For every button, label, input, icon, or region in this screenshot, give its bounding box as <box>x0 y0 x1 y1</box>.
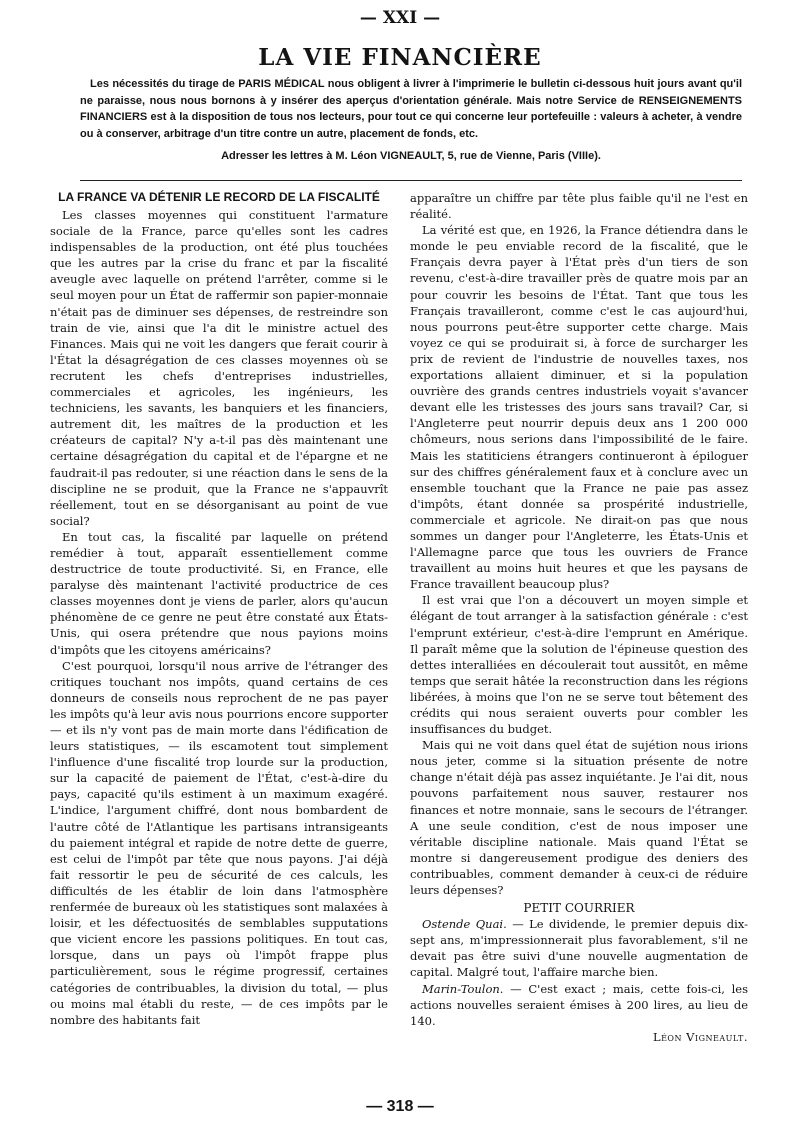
page-number: — 318 — <box>366 1098 434 1115</box>
courrier-entry-lead: Marin-Toulon. <box>422 981 504 996</box>
section-title: LA VIE FINANCIÈRE <box>258 44 542 71</box>
article-title: LA FRANCE VA DÉTENIR LE RECORD DE LA FISCALITÉ <box>58 190 380 204</box>
courrier-entry-text: — C'est exact ; mais, cette fois-ci, les actions nouvelles seraient émises à 200 lires, au lieu de 140. <box>410 981 748 1028</box>
header-divider <box>80 180 742 181</box>
courrier-entry <box>410 981 748 1045</box>
article-paragraph: C'est pourquoi, lorsqu'il nous arrive de l'étranger des critiques touchant nos impôts, quand certains de ces donneurs de conseils nous reprochent de ne pas payer les impôts qu'à leur avis nous pourrions encore supporter — et ils n'y vont pas de main morte dans l'édification de leurs statistiques, — ils escamotent tout simplement l'influence d'une fiscalité trop lourde sur la production, sur la capacité de paiement de l'État, c'est-à-dire du pays, capacité qu'ils estiment à un maximum exagéré. L'indice, l'argument chiffré, dont nous bombardent de l'autre côté de l'Atlantique les partisans intransigeants du paiement intégral et rapide de notre dette de guerre, est celui de l'impôt par tête que nous payons. J'ai déjà fait ressortir le peu de sécurité de ces calculs, les difficultés de les établir de loin dans l'atmosphère renfermée de bureaux où les statistiques sont malaxées à loisir, et les défectuosités de semblables supputations que vicient encore les passions politiques. En tout cas, lorsque, dans un pays où l'impôt frappe plus particulièrement, sous le régime progressif, certaines catégories de contribuables, la division du total, — plus ou moins mal établi du reste, — de ces impôts par le nombre des habitants fait <box>50 658 388 1027</box>
courrier-entry <box>410 916 748 980</box>
courrier-title: PETIT COURRIER <box>523 901 635 916</box>
article-paragraph: Les classes moyennes qui constituent l'armature sociale de la France, parce qu'elles sont les cadres indispensables de la production, ont été plus touchées que les autres par la crise du franc et par la fiscalité aveugle avec laquelle on prétend l'arrêter, comme si le seul moyen pour un État de raffermir son papier-monnaie n'était pas de diminuer ses dépenses, de restreindre son train de vie, ainsi que l'a dit le ministre actuel des Finances. Mais qui ne voit les dangers que ferait courir à l'État la désagrégation de ces classes moyennes où se recrutent les chefs d'entreprises industrielles, commerciales et agricoles, les ingénieurs, les techniciens, les savants, les banquiers et les financiers, autrement dit, les maîtres de la production et les créateurs de capital? N'y a-t-il pas dès maintenant une certaine désagrégation du capital et de l'épargne et ne faudrait-il pas redouter, si une réaction dans le sens de la discipline ne se produit, que la France ne s'appauvrît réellement, tout en se désorganisant au point de vue social? <box>50 208 388 528</box>
article-paragraph: La vérité est que, en 1926, la France détiendra dans le monde le peu enviable record de la fiscalité, que le Français devra payer à l'État près d'un tiers de son revenu, c'est-à-dire travailler près de quatre mois par an pour couvrir les besoins de l'État. Tant que tous les Français travailleront, comme c'est le cas aujourd'hui, nous pourrons peut-être supporter cette charge. Mais voyez ce qui se produirait si, à force de surcharger les prix de revient de l'industrie de nouvelles taxes, nos exportations allaient diminuer, et si la population ouvrière des grands centres industriels voyait s'avancer devant elle les tristesses des jours sans travail? Car, si l'Angleterre peut nourrir depuis deux ans 1 200 000 chômeurs, nous serions dans l'impossibilité de le faire. Mais les statiticiens étrangers continueront à épiloguer sur des chiffres généralement faux et à conclure avec un ensemble touchant que la France ne paie pas assez d'impôts, étant donnée sa prospérité industrielle, commerciale et agricole. Ne dirait-on pas que nous sommes un danger pour l'Angleterre, les États-Unis et l'Allemagne parce que tous les ouvriers de France travaillent au moins huit heures et que les paysans de France travaillent beaucoup plus? <box>410 223 748 592</box>
article-paragraph: apparaître un chiffre par tête plus faible qu'il ne l'est en réalité. <box>410 191 748 222</box>
courrier-entry-lead: Ostende Quai. <box>422 917 507 932</box>
left-column <box>50 190 388 1028</box>
article-paragraph: Mais qui ne voit dans quel état de sujétion nous irions nous jeter, comme si la situation présente de notre change n'était déjà pas assez inquiétante. Je l'ai dit, nous pouvons parfaitement nous sauver, restaurer nos finances et notre monnaie, sans le secours de l'étranger. A une seule condition, c'est de nous imposer une véritable discipline nationale. Mais quand l'État se montre si dangereusement prodigue des deniers des contribuables, comment demander à ceux-ci de réduire leurs dépenses? <box>410 738 748 898</box>
courrier-entry-text: — Le dividende, le premier depuis dix-sept ans, m'impressionnerait plus favorablement, s'il ne devait pas être suivi d'une nouvelle augmentation de capital. Malgré tout, l'affaire marche bien. <box>410 917 748 980</box>
article-paragraph: Il est vrai que l'on a découvert un moyen simple et élégant de tout arranger à la satisfaction générale : c'est l'emprunt extérieur, c'est-à-dire l'emprunt en Amérique. Il paraît même que la solution de l'épineuse question des dettes interalliées en découlerait tout aussitôt, en même temps que serait hâtée la reconstruction dans les régions libérées, à moins que l'on ne se serve tout bêtement des crédits qui nous seraient ouverts pour combler les insuffisances du budget. <box>410 593 748 737</box>
right-column <box>410 190 748 1045</box>
article-paragraph: En tout cas, la fiscalité par laquelle on prétend remédier à tout, apparaît essentiellement comme destructrice de toute productivité. Si, en France, elle paralyse dès maintenant l'activité productrice de ces classes moyennes dont je viens de parler, alors qu'aucun phénomène de ce genre ne peut être constaté aux États-Unis, qui osera prétendre que nous payions moins d'impôts que les citoyens américains? <box>50 529 388 657</box>
editorial-notice: Les nécessités du tirage de PARIS MÉDICAL nous obligent à livrer à l'imprimerie le bulletin ci-dessous huit jours avant qu'il ne paraisse, nous nous bornons à y insérer des aperçus d'orientation générale. Mais notre Service de RENSEIGNEMENTS FINANCIERS est à la disposition de tous nos lecteurs, pour tout ce qui concerne leur portefeuille : valeurs à acheter, à vendre ou à conserver, arbitrage d'un titre contre un autre, placement de fonds, etc. <box>80 78 742 140</box>
roman-page-number: — XXI — <box>359 8 441 28</box>
correspondence-address: Adresser les lettres à M. Léon VIGNEAULT, 5, rue de Vienne, Paris (VIIIe). <box>221 150 601 162</box>
author-signature: Léon Vigneault. <box>652 1029 748 1044</box>
